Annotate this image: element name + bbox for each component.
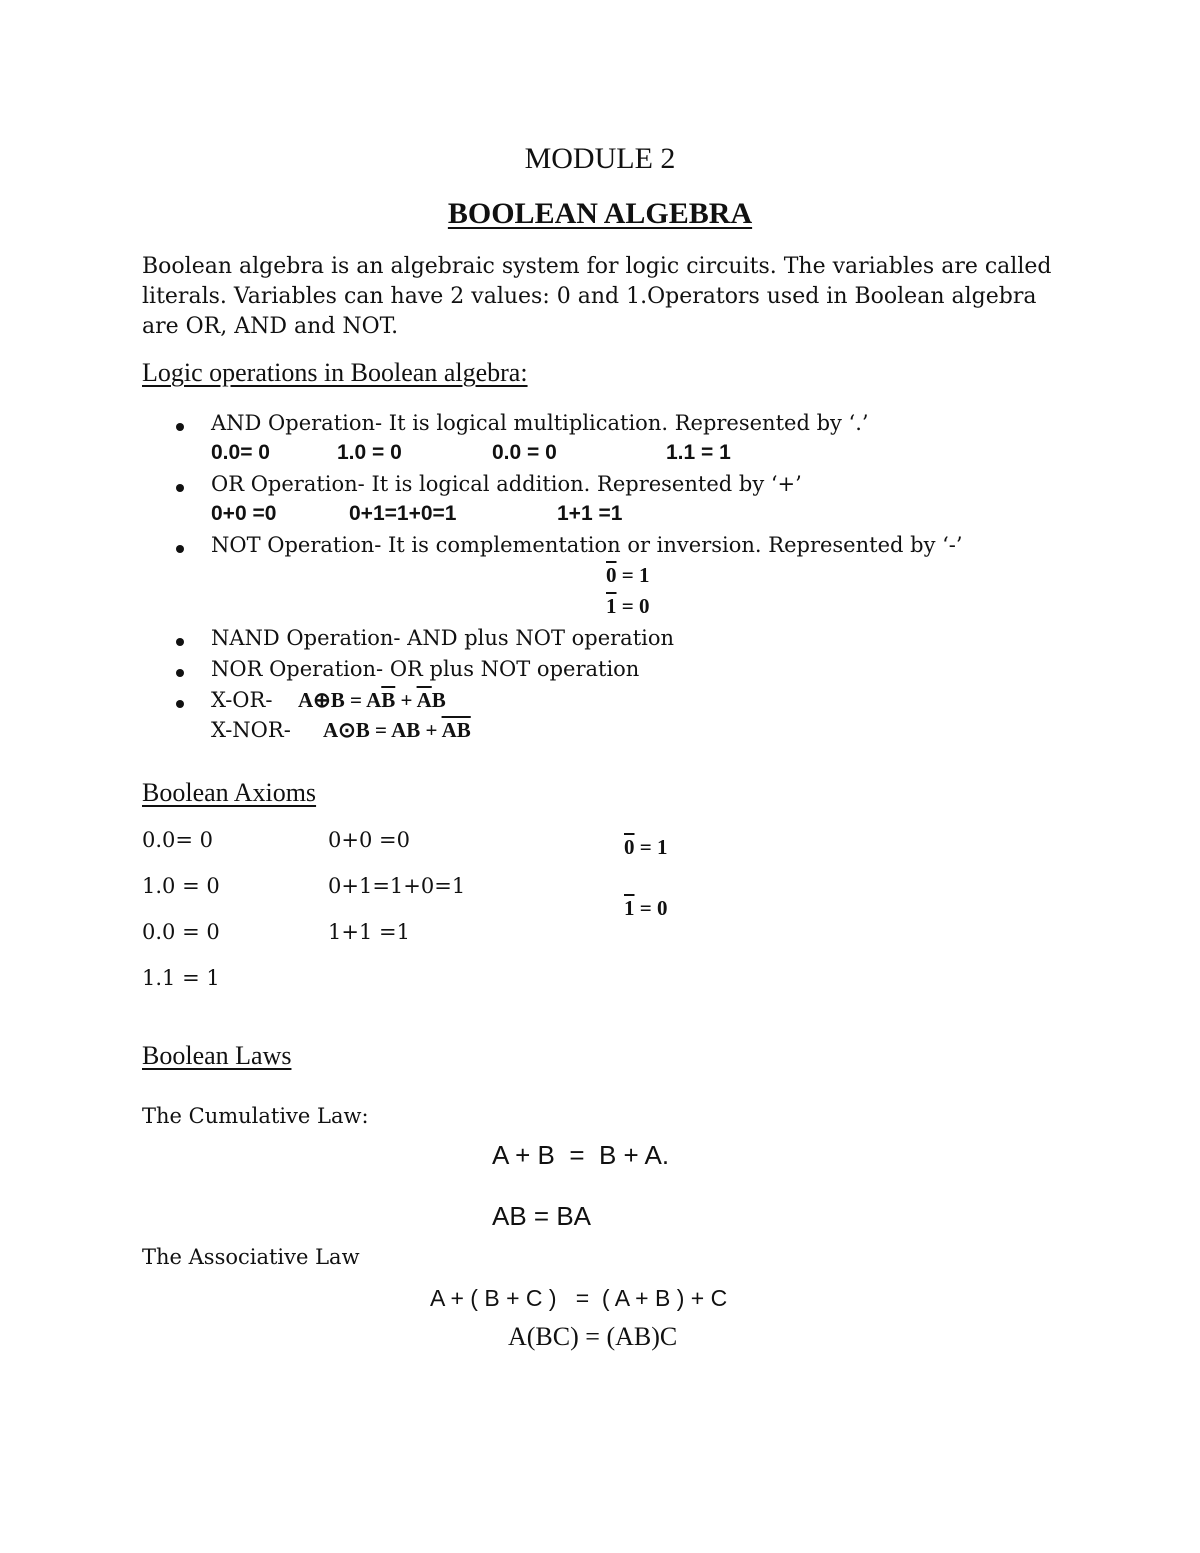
bullet-icon <box>176 700 184 708</box>
axiom-col1-row1: 0.0= 0 <box>142 828 214 852</box>
not-eq2-rest: = 0 <box>616 594 650 618</box>
xor-b-bar: $\overline{B}$ <box>381 688 396 712</box>
cumulative-equation-1: A + B = B + A. <box>492 1140 670 1170</box>
or-operation-text: OR Operation- It is logical addition. Represented by ‘+’ <box>211 472 802 496</box>
or-example-1: 0+0 =0 <box>211 502 277 525</box>
xnor-equation <box>323 718 471 743</box>
cumulative-law-label: The Cumulative Law: <box>142 1104 369 1128</box>
associative-equation-1: A + ( B + C ) = ( A + B ) + C <box>430 1285 728 1311</box>
axioms-heading: Boolean Axioms <box>142 778 317 807</box>
xnor-lhs: A⊙B = AB + <box>323 718 442 742</box>
not-eq1-rest: = 1 <box>616 563 650 587</box>
and-example-1: 0.0= 0 <box>211 441 270 464</box>
axiom-not2-rest: = 0 <box>634 896 668 920</box>
axiom-col1-row3: 0.0 = 0 <box>142 920 220 944</box>
bullet-icon <box>176 484 184 492</box>
page-title: BOOLEAN ALGEBRA <box>447 197 753 230</box>
or-example-2: 0+1=1+0=1 <box>349 502 457 525</box>
not-equation-1 <box>606 563 649 588</box>
bullet-icon <box>176 638 184 646</box>
and-example-4: 1.1 = 1 <box>666 441 731 464</box>
axiom-col2-row2: 0+1=1+0=1 <box>328 874 466 898</box>
nor-operation-text: NOR Operation- OR plus NOT operation <box>211 657 640 681</box>
axiom-not1-variable: 0 <box>624 835 635 859</box>
xor-plus: + <box>395 688 417 712</box>
axiom-col1-row2: 1.0 = 0 <box>142 874 220 898</box>
not-operation-text: NOT Operation- It is complementation or inversion. Represented by ‘-’ <box>211 533 963 557</box>
xor-equation <box>298 688 446 713</box>
axiom-not-1 <box>624 835 667 860</box>
logic-operations-heading: Logic operations in Boolean algebra: <box>142 358 528 387</box>
nand-operation-text: NAND Operation- AND plus NOT operation <box>211 626 675 650</box>
module-label: MODULE 2 <box>524 142 676 175</box>
bullet-icon <box>176 669 184 677</box>
intro-paragraph: Boolean algebra is an algebraic system for logic circuits. The variables are called literals. Variables can have 2 values: 0 and 1.Operators used in Boolean algebra are OR, AND and NOT. <box>142 254 1052 339</box>
axiom-col2-row3: 1+1 =1 <box>328 920 410 944</box>
or-example-3: 1+1 =1 <box>557 502 623 525</box>
and-operation-text: AND Operation- It is logical multiplication. Represented by ‘.’ <box>211 411 869 435</box>
axiom-not2-variable: 1 <box>624 896 635 920</box>
cumulative-equation-2: AB = BA <box>492 1201 591 1231</box>
and-example-3: 0.0 = 0 <box>492 441 557 464</box>
and-example-2: 1.0 = 0 <box>337 441 402 464</box>
axiom-not-2 <box>624 896 667 921</box>
associative-equation-2: A(BC) = (AB)C <box>508 1322 678 1351</box>
associative-law-label: The Associative Law <box>142 1245 360 1269</box>
xor-tail: B <box>431 688 446 712</box>
axiom-not1-rest: = 1 <box>634 835 668 859</box>
axiom-col1-row4: 1.1 = 1 <box>142 966 220 990</box>
xor-label: X-OR- <box>211 688 273 712</box>
laws-heading: Boolean Laws <box>142 1041 292 1070</box>
not-eq1-variable: 0 <box>606 563 617 587</box>
bullet-icon <box>176 423 184 431</box>
not-equation-2 <box>606 594 649 619</box>
xnor-label: X-NOR- <box>211 718 291 742</box>
axiom-col2-row1: 0+0 =0 <box>328 828 410 852</box>
xor-a-bar: $\overline{A}$ <box>416 688 432 712</box>
bullet-icon <box>176 545 184 553</box>
not-eq2-variable: 1 <box>606 594 617 618</box>
xnor-ab-bar: $\overline{AB}$ <box>441 718 471 742</box>
xor-lhs: A⊕B = A <box>298 688 382 712</box>
